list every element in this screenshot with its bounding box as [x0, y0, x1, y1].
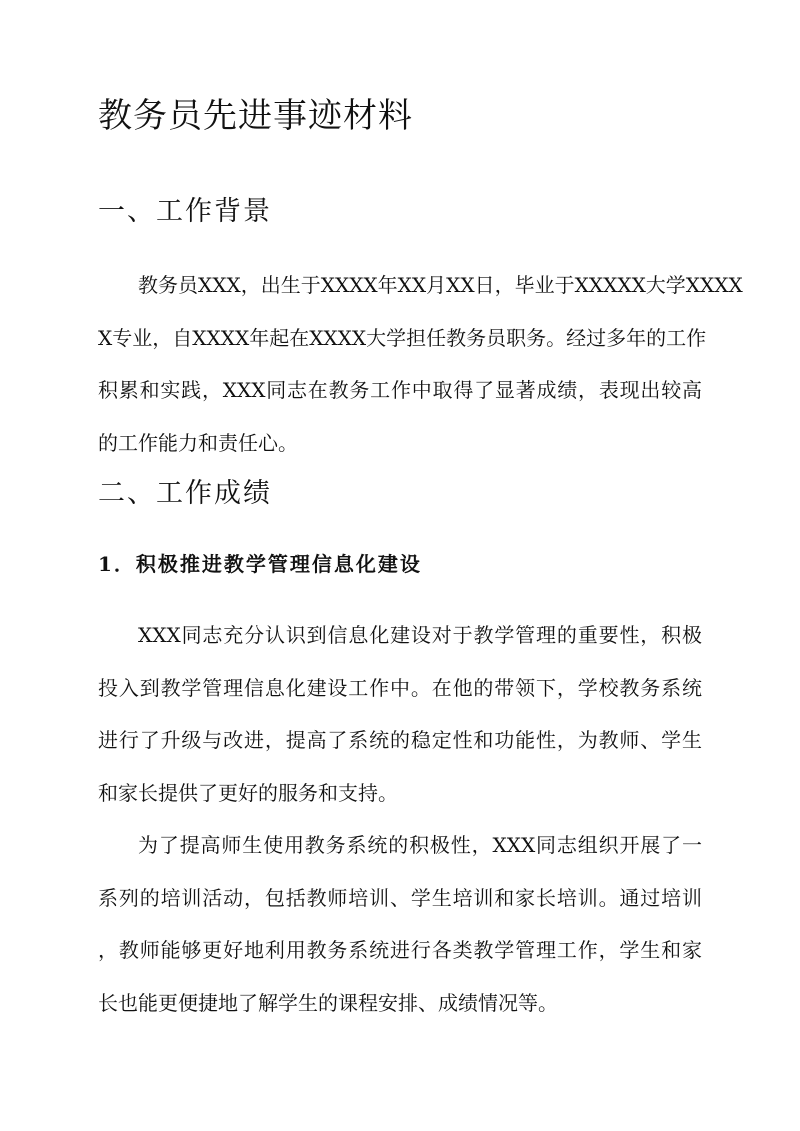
paragraph-line: 投入到教学管理信息化建设工作中。在他的带领下，学校教务系统: [98, 675, 702, 700]
paragraph-line: 积累和实践，XXX同志在教务工作中取得了显著成绩，表现出较高: [98, 378, 702, 402]
subsection-heading-informatization: 1．积极推进教学管理信息化建设: [98, 552, 422, 576]
paragraph-informatization-2: [98, 826, 702, 1036]
paragraph-line: 为了提高师生使用教务系统的积极性，XXX同志组织开展了一: [138, 833, 702, 857]
paragraph-line: ，教师能够更好地利用教务系统进行各类教学管理工作，学生和家: [98, 938, 702, 962]
document-title: 教务员先进事迹材料: [98, 96, 413, 136]
section-heading-achievements: 二、工作成绩: [98, 478, 272, 509]
paragraph-background: [98, 266, 743, 476]
section-heading-background: 一、工作背景: [98, 196, 272, 227]
paragraph-line: 的工作能力和责任心。: [98, 430, 298, 455]
paragraph-line: 长也能更便捷地了解学生的课程安排、成绩情况等。: [98, 990, 558, 1015]
paragraph-line: 和家长提供了更好的服务和支持。: [98, 780, 398, 805]
paragraph-line: 系列的培训活动，包括教师培训、学生培训和家长培训。通过培训: [98, 885, 702, 910]
paragraph-line: XXX同志充分认识到信息化建设对于教学管理的重要性，积极: [138, 623, 702, 647]
paragraph-line: X专业，自XXXX年起在XXXX大学担任教务员职务。经过多年的工作: [98, 325, 707, 350]
paragraph-line: 教务员XXX，出生于XXXX年XX月XX日，毕业于XXXXX大学XXXX: [138, 273, 743, 297]
paragraph-informatization-1: [98, 616, 702, 826]
paragraph-line: 进行了升级与改进，提高了系统的稳定性和功能性，为教师、学生: [98, 728, 702, 752]
